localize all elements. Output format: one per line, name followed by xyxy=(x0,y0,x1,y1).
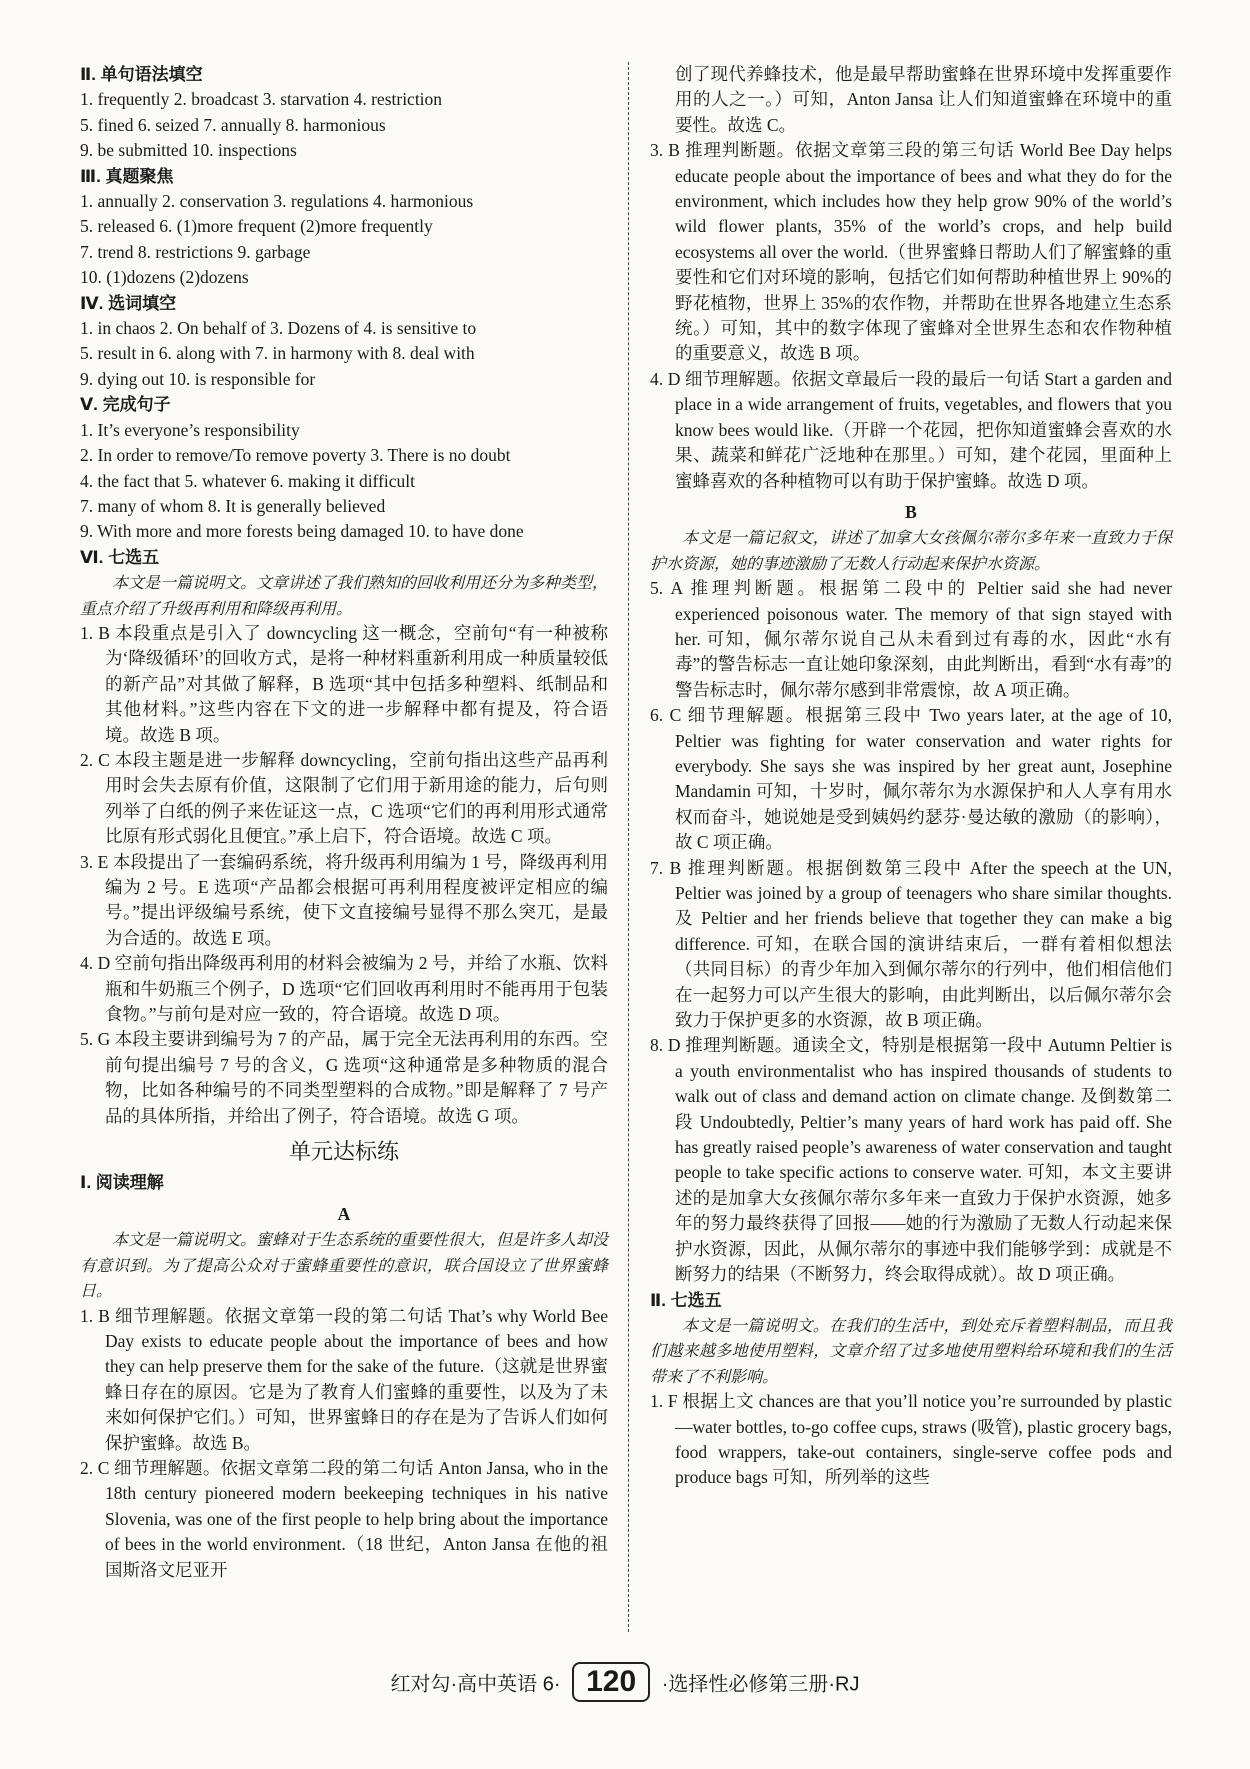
answer-line: 9. be submitted 10. inspections xyxy=(80,140,297,161)
explanation-item: 2. C 细节理解题。依据文章第二段的第二句话 Anton Jansa, who in the 18th century pioneered modern beekeeping techniques in his native Slovenia, was one of the first people to help bring about the importance of bees in the world environment.（18 世纪，Anton Jansa 在他的祖国斯洛文尼亚开 xyxy=(80,1457,608,1580)
answer-line: 7. trend 8. restrictions 9. garbage xyxy=(80,241,311,262)
section-title: Ⅴ. 完成句子 xyxy=(80,395,171,415)
page-number: 120 xyxy=(572,1662,650,1702)
answer-line: 4. the fact that 5. whatever 6. making it difficult xyxy=(80,470,415,491)
footer-volume: ·选择性必修第三册·RJ xyxy=(661,1673,860,1696)
explanation-item: 1. B 细节理解题。依据文章第一段的第二句话 That’s why World Bee Day exists to educate people about the importance of bees and how they can help preserve them for the sake of the future.（这就是世界蜜蜂日存在的原因。它是为了教育人们蜜蜂的重要性，以及为了未来如何保护它们。）可知，世界蜜蜂日的存在是为了告诉人们如何保护蜜蜂。故选 B。 xyxy=(80,1305,608,1453)
answer-line: 5. result in 6. along with 7. in harmony with 8. deal with xyxy=(80,343,475,364)
answer-line: 2. In order to remove/To remove poverty 3. There is no doubt xyxy=(80,445,511,466)
answer-line: 1. frequently 2. broadcast 3. starvation 4. restriction xyxy=(80,89,443,110)
explanation-item: 7. B 推理判断题。根据倒数第三段中 After the speech at the UN, Peltier was joined by a group of teenagers who share similar thoughts. 及 Peltier and her friends believe that together they can make a big difference. 可知，在联合国的演讲结束后，一群有着相似想法（共同目标）的青少年加入到佩尔蒂尔的行列中，他们相信他们在一起努力可以产生很大的影响，由此判断出，以后佩尔蒂尔会致力于保护更多的水资源，故 B 项正确。 xyxy=(650,857,1172,1031)
answer-line: 1. It’s everyone’s responsibility xyxy=(80,419,300,440)
answer-line: 10. (1)dozens (2)dozens xyxy=(80,267,249,288)
explanation-item: 3. B 推理判断题。依据文章第三段的第三句话 World Bee Day helps educate people about the importance of bees and what they do for the environment, which includes how they help grow 90% of the world’s wild flower plants, 35% of the world’s crops, and help build ecosystems all over the world.（世界蜜蜂日帮助人们了解蜜蜂的重要性和它们对环境的影响，包括它们如何帮助种植世界上 90%的野花植物，世界上 35%的农作物，并帮助在世界各地建立生态系统。）可知，其中的数字体现了蜜蜂对全世界生态和农作物种植的重要意义，故选 B 项。 xyxy=(650,140,1172,364)
section-title: Ⅲ. 真题聚焦 xyxy=(80,166,174,186)
unit-title: 单元达标练 xyxy=(288,1139,399,1165)
explanation-continuation: 创了现代养蜂技术，他是最早帮助蜜蜂在世界环境中发挥重要作用的人之一。）可知，Anton Jansa 让人们知道蜜蜂在环境中的重要性。故选 C。 xyxy=(675,64,1172,135)
explanation-item: 5. G 本段主要讲到编号为 7 的产品，属于完全无法再利用的东西。空前句提出编号 7 号的含义，G 选项“这种通常是多种物质的混合物，比如各种编号的不同类型塑料的合成物。”即是解释了 7 号产品的具体所指，并给出了例子，符合语境。故选 G 项。 xyxy=(80,1029,608,1126)
explanation-item: 1. B 本段重点是引入了 downcycling 这一概念，空前句“有一种被称为‘降级循环’的回收方式，是将一种材料重新利用成一种质量较低的新产品”对其做了解释，B 选项“其中包括多种塑料、纸制品和其他材料。”这些内容在下文的进一步解释中都有提及，符合语境。故选 B 项。 xyxy=(80,622,608,745)
section-title: Ⅵ. 七选五 xyxy=(80,547,160,567)
passage-label: A xyxy=(337,1203,351,1224)
right-column xyxy=(650,62,1172,1491)
left-column xyxy=(80,62,608,1583)
passage-intro: 本文是一篇说明文。文章讲述了我们熟知的回收利用还分为多种类型，重点介绍了升级再利用和降级再利用。 xyxy=(80,573,609,618)
answer-line: 1. annually 2. conservation 3. regulations 4. harmonious xyxy=(80,191,474,212)
answer-line: 9. With more and more forests being damaged 10. to have done xyxy=(80,521,524,542)
section-title: Ⅰ. 阅读理解 xyxy=(80,1173,164,1193)
section-title: Ⅱ. 单句语法填空 xyxy=(80,65,203,84)
section-title: Ⅱ. 七选五 xyxy=(650,1290,722,1310)
explanation-item: 8. D 推理判断题。通读全文，特别是根据第一段中 Autumn Peltier is a youth environmentalist who has inspired thousands of students to walk out of class and demand action on climate change. 及倒数第二段 Undoubtedly, Peltier’s many years of hard work has paid off. She has greatly raised people’s awareness of water conservation and taught people to take specific actions to conserve water. 可知，本文主要讲述的是加拿大女孩佩尔蒂尔多年来一直致力于保护水资源，她多年的努力最终获得了回报——她的行为激励了无数人行动起来保护水资源，因此，从佩尔蒂尔的事迹中我们能够学到：成就是不断努力的结果（不断努力，终会取得成就）。故 D 项正确。 xyxy=(650,1035,1172,1285)
passage-intro: 本文是一篇说明文。在我们的生活中，到处充斥着塑料制品，而且我们越来越多地使用塑料，文章介绍了过多地使用塑料给环境和我们的生活带来了不利影响。 xyxy=(650,1315,1172,1386)
explanation-item: 1. F 根据上文 chances are that you’ll notice you’re surrounded by plastic—water bottles, to-go coffee cups, straws (吸管), plastic grocery bags, food wrappers, take-out containers, single-serve coffee pods and produce bags 可知，所列举的这些 xyxy=(650,1391,1172,1488)
page-footer xyxy=(0,1662,1250,1702)
answer-line: 5. released 6. (1)more frequent (2)more frequently xyxy=(80,216,433,237)
explanation-item: 3. E 本段提出了一套编码系统，将升级再利用编为 1 号，降级再利用编为 2 号。E 选项“产品都会根据可再利用程度被评定相应的编号。”提出评级编号系统，使下文直接编号显得不那么突兀，是最为合适的。故选 E 项。 xyxy=(80,851,608,948)
answer-line: 9. dying out 10. is responsible for xyxy=(80,368,316,389)
explanation-item: 2. C 本段主题是进一步解释 downcycling，空前句指出这些产品再利用时会失去原有价值，这限制了它们用于新用途的能力，后句则列举了白纸的例子来佐证这一点，C 选项“它们的再利用形式通常比原有形式弱化且便宜。”承上启下，符合语境。故选 C 项。 xyxy=(80,749,608,847)
explanation-item: 4. D 细节理解题。依据文章最后一段的最后一句话 Start a garden and place in a wide arrangement of fruits, vegetables, and flowers that you know bees would like.（开辟一个花园，把你知道蜜蜂会喜欢的水果、蔬菜和鲜花广泛地种在那里。）可知，建个花园，里面种上蜜蜂喜欢的各种植物可以有助于保护蜜蜂。故选 D 项。 xyxy=(650,368,1172,491)
answer-line: 5. fined 6. seized 7. annually 8. harmonious xyxy=(80,114,386,135)
answer-line: 1. in chaos 2. On behalf of 3. Dozens of 4. is sensitive to xyxy=(80,318,477,339)
answer-line: 7. many of whom 8. It is generally believed xyxy=(80,495,386,516)
passage-intro: 本文是一篇记叙文，讲述了加拿大女孩佩尔蒂尔多年来一直致力于保护水资源，她的事迹激励了无数人行动起来保护水资源。 xyxy=(650,528,1172,573)
explanation-item: 4. D 空前句指出降级再利用的材料会被编为 2 号，并给了水瓶、饮料瓶和牛奶瓶三个例子，D 选项“它们回收再利用时不能再用于包装食物。”与前句是对应一致的，符合语境。故选 D 项。 xyxy=(80,953,608,1025)
section-title: Ⅳ. 选词填空 xyxy=(80,293,177,313)
explanation-item: 6. C 细节理解题。根据第三段中 Two years later, at the age of 10, Peltier was fighting for water conservation and water rights for everybody. She says she was inspired by her great aunt, Josephine Mandamin 可知，十岁时，佩尔蒂尔为水源保护和人人享有用水权而奋斗，她说她是受到姨妈约瑟芬·曼达敏的激励（的影响），故 C 项正确。 xyxy=(650,705,1172,853)
passage-intro: 本文是一篇说明文。蜜蜂对于生态系统的重要性很大，但是许多人却没有意识到。为了提高公众对于蜜蜂重要性的意识，联合国设立了世界蜜蜂日。 xyxy=(80,1230,609,1301)
footer-book-title: 红对勾·高中英语 6· xyxy=(390,1673,561,1696)
explanation-item: 5. A 推理判断题。根据第二段中的 Peltier said she had never experienced poisonous water. The memory of that sign stayed with her. 可知，佩尔蒂尔说自己从未看到过有毒的水，因此“水有毒”的警告标志一直让她印象深刻，由此判断出，看到“水有毒”的警告标志时，佩尔蒂尔感到非常震惊，故 A 项正确。 xyxy=(650,578,1172,700)
passage-label: B xyxy=(905,501,917,522)
column-divider xyxy=(628,62,629,1632)
